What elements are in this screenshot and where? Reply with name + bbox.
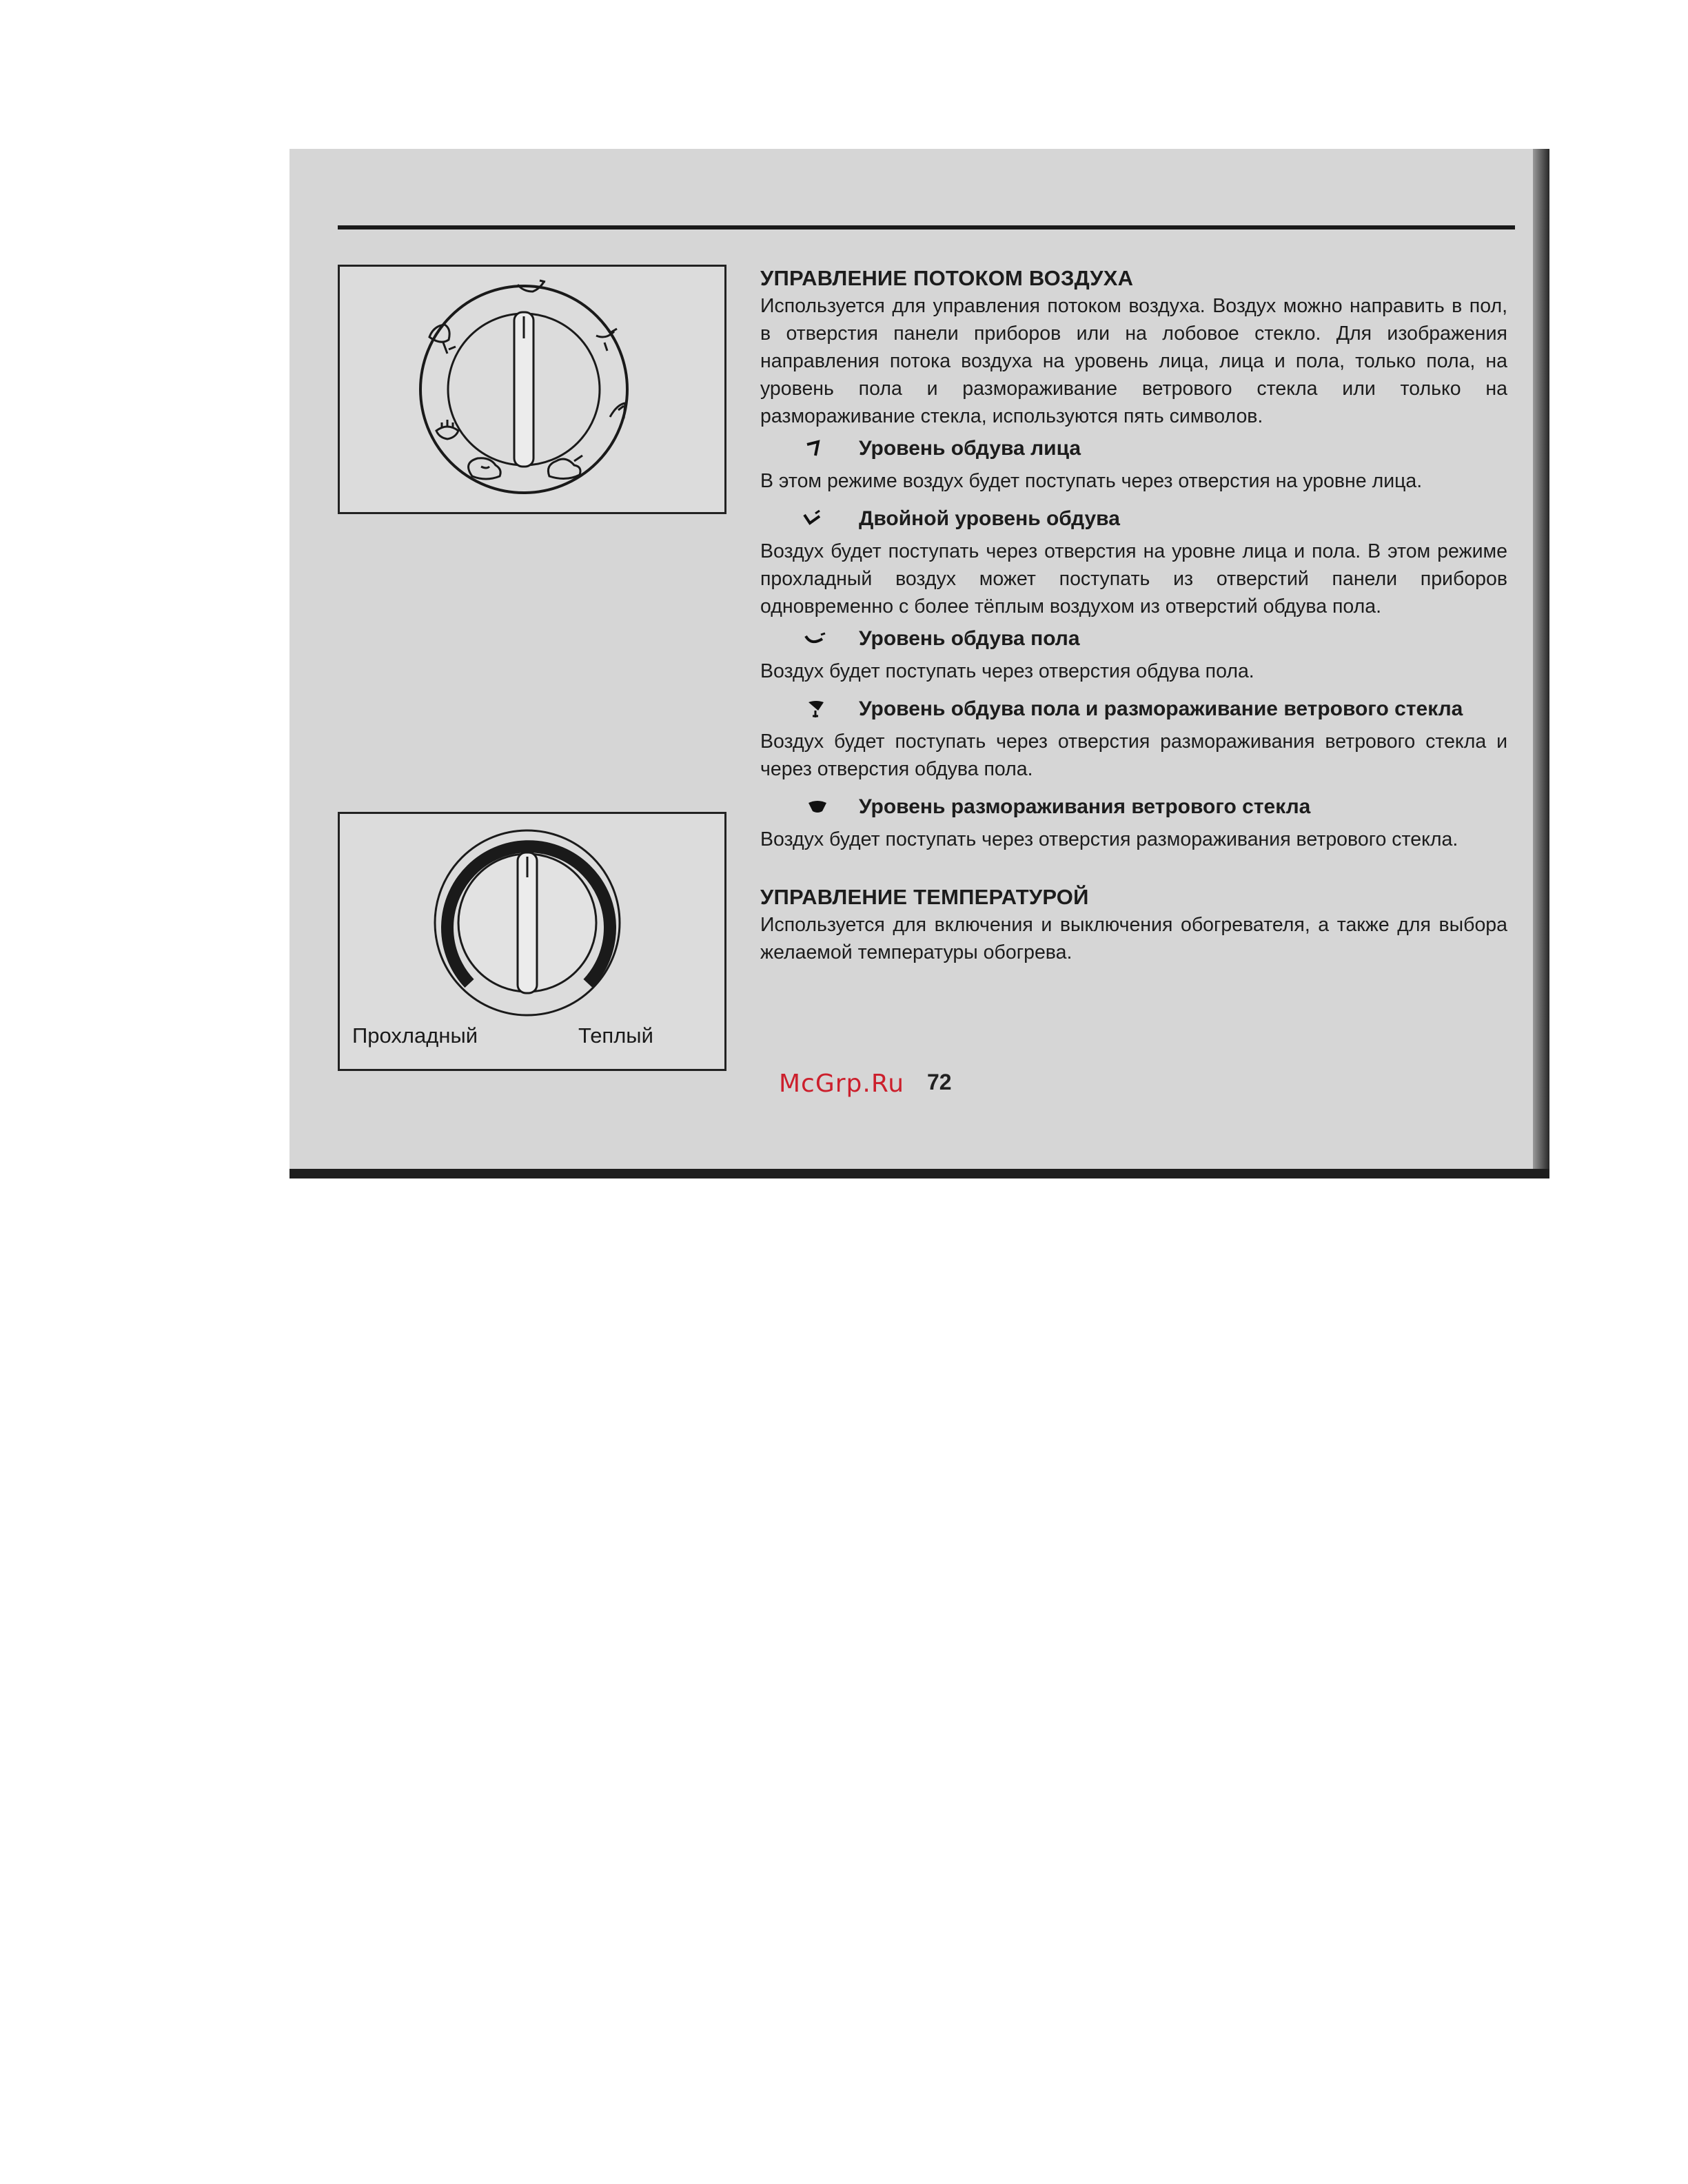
floor-vent-icon bbox=[803, 628, 826, 650]
watermark: McGrp.Ru bbox=[779, 1070, 905, 1098]
mode-floor-label: Уровень обдува пола bbox=[859, 627, 1080, 650]
airflow-dial-figure bbox=[338, 265, 726, 514]
mode-defrost-label: Уровень размораживания ветрового стекла bbox=[859, 795, 1311, 818]
mode-floor-defrost-label: Уровень обдува пола и размораживание ветрового стекла bbox=[859, 697, 1463, 720]
temperature-title: УПРАВЛЕНИЕ ТЕМПЕРАТУРОЙ bbox=[760, 885, 1089, 909]
dial-recirc-left-icon bbox=[469, 458, 501, 479]
floor-defrost-icon bbox=[804, 698, 828, 720]
mode-defrost-heading bbox=[760, 788, 1507, 826]
scan-edge-shadow bbox=[1533, 149, 1549, 1178]
bi-level-vent-icon bbox=[800, 508, 824, 530]
scanned-page bbox=[289, 149, 1549, 1178]
page-footer bbox=[289, 1070, 1549, 1104]
text-column bbox=[760, 265, 1507, 966]
airflow-title: УПРАВЛЕНИЕ ПОТОКОМ ВОЗДУХА bbox=[760, 266, 1134, 290]
mode-floor-heading bbox=[760, 620, 1507, 657]
defrost-icon bbox=[806, 796, 829, 818]
mode-bilevel-label: Двойной уровень обдува bbox=[859, 507, 1120, 530]
temperature-text: Используется для включения и выключения обогревателя, а также для выбора желаемой температуры обогрева. bbox=[760, 914, 1507, 963]
mode-defrost-text: Воздух будет поступать через отверстия размораживания ветрового стекла. bbox=[760, 828, 1458, 850]
temperature-dial-figure bbox=[338, 812, 726, 1071]
warm-label: Теплый bbox=[578, 1023, 653, 1048]
mode-face-label: Уровень обдува лица bbox=[859, 437, 1081, 460]
mode-floor-defrost-heading bbox=[760, 691, 1507, 728]
mode-face-heading bbox=[760, 430, 1507, 467]
mode-floor-text: Воздух будет поступать через отверстия обдува пола. bbox=[760, 660, 1254, 682]
dial-floor-defrost-icon bbox=[429, 325, 456, 354]
mode-bilevel-text: Воздух будет поступать через отверстия на уровне лица и пола. В этом режиме прохладный воздух может поступать из отверстий панели приборов одновременно с более тёплым воздухом из отверстий обдува пола. bbox=[760, 540, 1507, 618]
mode-floor-defrost-text: Воздух будет поступать через отверстия размораживания ветрового стекла и через отверстия обдува пола. bbox=[760, 731, 1507, 780]
face-vent-icon bbox=[802, 438, 825, 460]
airflow-intro: Используется для управления потоком воздуха. Воздух можно направить в пол, в отверстия панели приборов или на лобовое стекло. Для изображения направления потока воздуха на уровень лица, лица и пола, только пола, на уровень пола и размораживание ветрового стекла или только на размораживание стекла, используются пять символов. bbox=[760, 295, 1507, 427]
airflow-dial-drawing bbox=[340, 267, 724, 512]
mode-bilevel-heading bbox=[760, 500, 1507, 538]
scan-bottom-edge bbox=[289, 1169, 1549, 1178]
cool-label: Прохладный bbox=[352, 1023, 478, 1048]
header-rule bbox=[338, 225, 1515, 229]
page-number: 72 bbox=[927, 1070, 952, 1094]
mode-face-text: В этом режиме воздух будет поступать через отверстия на уровне лица. bbox=[760, 470, 1423, 492]
